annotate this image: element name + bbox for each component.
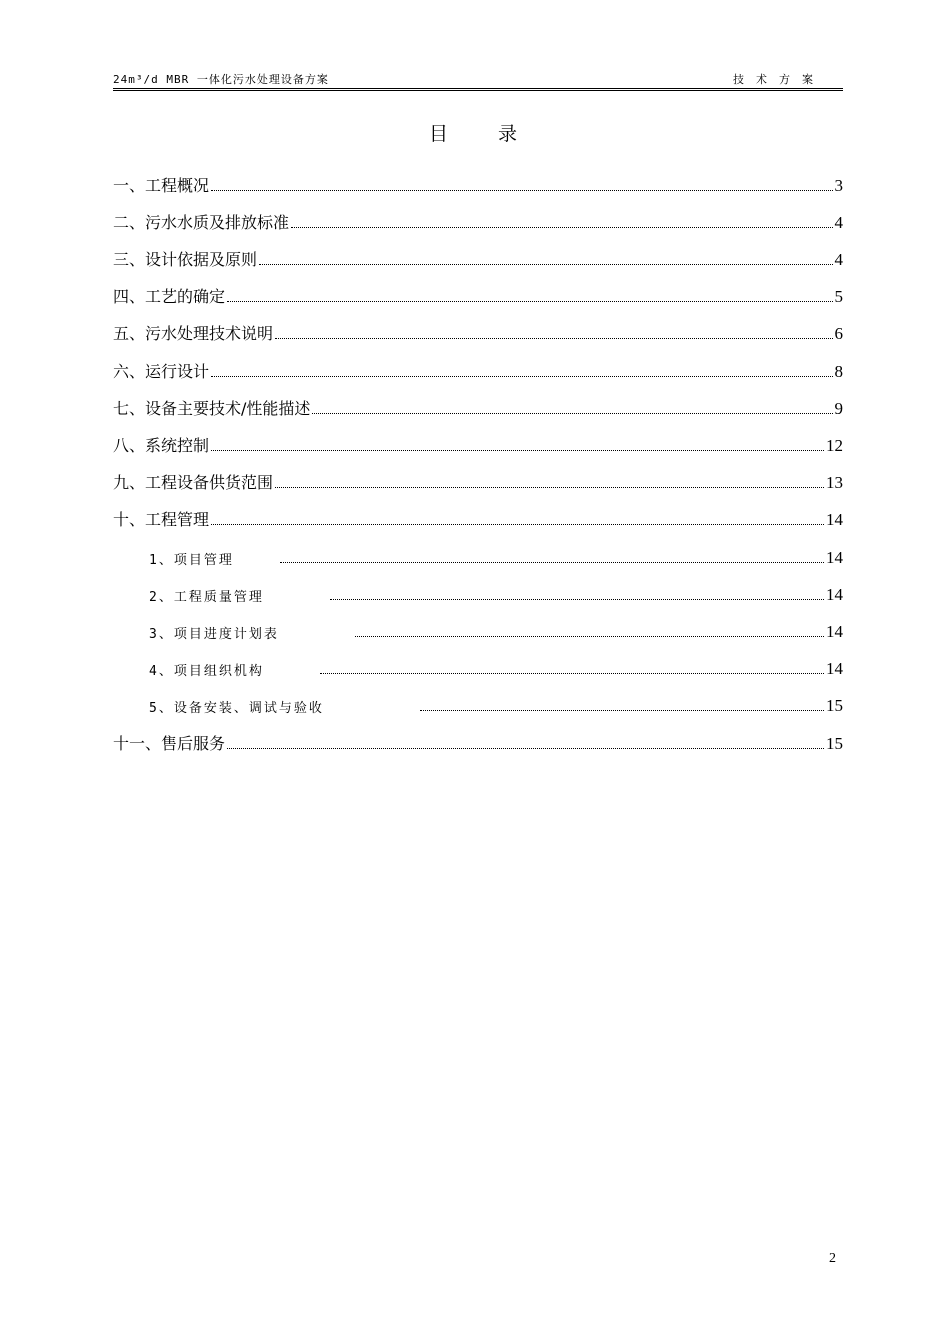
dot-leader bbox=[320, 673, 824, 674]
toc-entry-label: 七、设备主要技术/性能描述 bbox=[113, 399, 311, 418]
toc-entry-page: 15 bbox=[826, 696, 843, 715]
toc-entry-1[interactable] bbox=[113, 172, 843, 196]
toc-entry-page: 9 bbox=[834, 399, 843, 418]
page-header bbox=[113, 71, 843, 89]
header-document-title: 24m³/d MBR 一体化污水处理设备方案 bbox=[113, 73, 329, 86]
toc-entry-page: 6 bbox=[834, 324, 843, 343]
dot-leader bbox=[420, 710, 824, 711]
toc-entry-page: 14 bbox=[826, 659, 843, 678]
dot-leader bbox=[312, 413, 832, 414]
toc-entry-page: 14 bbox=[826, 585, 843, 604]
dot-leader bbox=[280, 562, 824, 563]
dot-leader bbox=[275, 487, 824, 488]
toc-entry-label: 1、项目管理 bbox=[149, 553, 234, 568]
dot-leader bbox=[291, 227, 832, 228]
toc-entry-6[interactable] bbox=[113, 358, 843, 382]
toc-subentry-10-2[interactable] bbox=[113, 581, 843, 605]
toc-entry-page: 12 bbox=[826, 436, 843, 455]
toc-entry-page: 14 bbox=[826, 548, 843, 567]
header-rule bbox=[113, 88, 843, 91]
dot-leader bbox=[355, 636, 824, 637]
toc-entry-label: 六、运行设计 bbox=[113, 362, 210, 381]
toc-entry-3[interactable] bbox=[113, 246, 843, 270]
toc-entry-5[interactable] bbox=[113, 320, 843, 344]
toc-entry-page: 15 bbox=[826, 734, 843, 753]
toc-title: 目 录 bbox=[428, 123, 521, 145]
toc-entry-page: 14 bbox=[826, 510, 843, 529]
dot-leader bbox=[211, 190, 832, 191]
toc-entry-page: 3 bbox=[834, 176, 843, 195]
toc-entry-page: 13 bbox=[826, 473, 843, 492]
toc-entry-8[interactable] bbox=[113, 432, 843, 456]
dot-leader bbox=[211, 376, 832, 377]
toc-entry-2[interactable] bbox=[113, 209, 843, 233]
toc-entry-label: 二、污水水质及排放标准 bbox=[113, 213, 290, 232]
toc-entry-label: 4、项目组织机构 bbox=[149, 664, 264, 679]
toc-entry-label: 五、污水处理技术说明 bbox=[113, 324, 274, 343]
toc-entry-label: 十、工程管理 bbox=[113, 510, 210, 529]
dot-leader bbox=[330, 599, 824, 600]
toc-entry-label: 十一、售后服务 bbox=[113, 734, 226, 753]
toc-entry-label: 3、项目进度计划表 bbox=[149, 627, 279, 642]
toc-entry-10[interactable] bbox=[113, 506, 843, 530]
toc-entry-label: 九、工程设备供货范围 bbox=[113, 473, 274, 492]
dot-leader bbox=[275, 338, 832, 339]
toc-entry-page: 4 bbox=[834, 213, 843, 232]
dot-leader bbox=[227, 301, 832, 302]
toc-entry-page: 5 bbox=[834, 287, 843, 306]
toc-entry-11[interactable] bbox=[113, 730, 843, 754]
toc-subentry-10-4[interactable] bbox=[113, 655, 843, 679]
toc-subentry-10-5[interactable] bbox=[113, 692, 843, 716]
toc-entry-label: 三、设计依据及原则 bbox=[113, 250, 258, 269]
page-number: 2 bbox=[829, 1251, 836, 1266]
toc-entry-label: 5、设备安装、调试与验收 bbox=[149, 701, 324, 716]
dot-leader bbox=[227, 748, 824, 749]
toc-entry-page: 14 bbox=[826, 622, 843, 641]
dot-leader bbox=[259, 264, 832, 265]
toc-subentry-10-1[interactable] bbox=[113, 544, 843, 568]
toc-subentry-10-3[interactable] bbox=[113, 618, 843, 642]
toc-entry-label: 2、工程质量管理 bbox=[149, 590, 264, 605]
toc-entry-label: 一、工程概况 bbox=[113, 176, 210, 195]
toc-entry-page: 8 bbox=[834, 362, 843, 381]
dot-leader bbox=[211, 524, 824, 525]
toc-entry-4[interactable] bbox=[113, 283, 843, 307]
toc-entry-page: 4 bbox=[834, 250, 843, 269]
toc-entry-9[interactable] bbox=[113, 469, 843, 493]
toc-entry-7[interactable] bbox=[113, 395, 843, 419]
header-section-label: 技术方案 bbox=[733, 73, 825, 86]
toc-entry-label: 八、系统控制 bbox=[113, 436, 210, 455]
dot-leader bbox=[211, 450, 824, 451]
toc-entry-label: 四、工艺的确定 bbox=[113, 287, 226, 306]
